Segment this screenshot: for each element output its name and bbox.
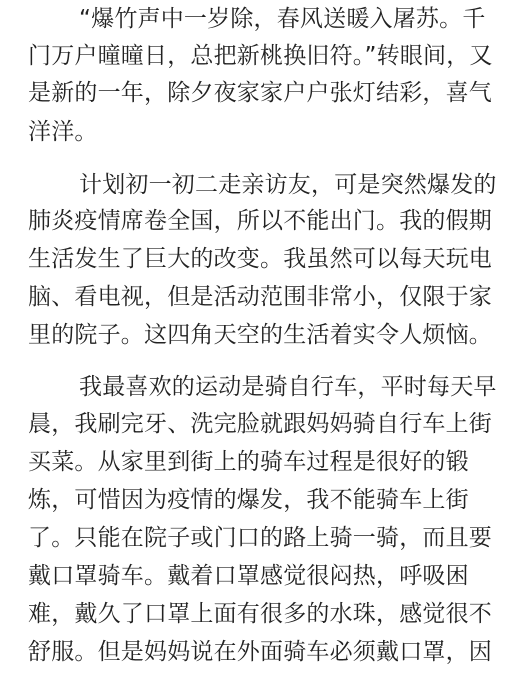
paragraph-2-line-2: 肺炎疫情席卷全国，所以不能出门。我的假期: [28, 208, 492, 234]
paragraph-3-line-6: 戴口罩骑车。戴着口罩感觉很闷热，呼吸困: [28, 563, 469, 589]
paragraph-3-line-1: 我最喜欢的运动是骑自行车，平时每天早: [79, 374, 497, 400]
paragraph-1-line-2: 门万户曈曈日，总把新桃换旧符。”转眼间，又: [28, 43, 493, 69]
paragraph-1-line-3: 是新的一年，除夕夜家家户户张灯结彩，喜气: [28, 80, 492, 106]
paragraph-2-line-5: 里的院子。这四角天空的生活着实令人烦恼。: [28, 322, 492, 348]
paragraph-3-line-7: 难，戴久了口罩上面有很多的水珠，感觉很不: [28, 601, 492, 627]
paragraph-2-line-3: 生活发生了巨大的改变。我虽然可以每天玩电: [28, 246, 492, 272]
paragraph-3-line-5: 了。只能在院子或门口的路上骑一骑，而且要: [28, 525, 492, 551]
paragraph-3-line-4: 炼，可惜因为疫情的爆发，我不能骑车上街: [28, 487, 469, 513]
paragraph-1-line-1: “爆竹声中一岁除，春风送暖入屠苏。千: [79, 6, 486, 32]
paragraph-1-line-4: 洋洋。: [28, 119, 98, 145]
paragraph-3-line-8: 舒服。但是妈妈说在外面骑车必须戴口罩，因: [28, 639, 492, 665]
paragraph-2-line-4: 脑、看电视，但是活动范围非常小，仅限于家: [28, 284, 492, 310]
paragraph-2-line-1: 计划初一初二走亲访友，可是突然爆发的: [79, 172, 497, 198]
paragraph-3-line-2: 晨，我刷完牙、洗完脸就跟妈妈骑自行车上街: [28, 411, 492, 437]
paragraph-3-line-3: 买菜。从家里到街上的骑车过程是很好的锻: [28, 449, 469, 475]
